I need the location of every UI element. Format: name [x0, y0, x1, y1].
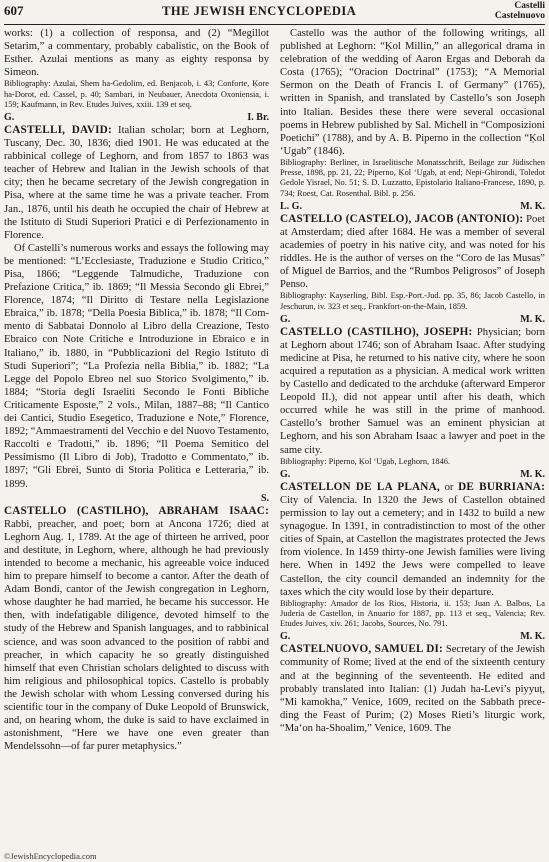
entry-headword-alt: DE BURRIANA:: [458, 480, 545, 493]
entry-castello-jacob: [280, 213, 545, 292]
entry-text: Secretary of the Jewish community of Rome; lived at the end of the sixteenth century and at the beginning of the seventeenth. He edited and probably translated into Italian: (1) Judah ha-Levi’s piyyuṭ, “Mi kamokha,” Venice, 1609, recited on the Sabbath preceding the Feast of Purim; (2) Moses Rieti’s liturgic work, “Ma‘on ha-Shoalim,” Venice, 1609. The: [280, 644, 545, 734]
entry-headword: CASTELLO (CASTILHO), ABRAHAM ISAAC:: [4, 504, 269, 517]
signature-right: I. Br.: [247, 111, 269, 123]
signature-left: G.: [280, 468, 291, 480]
abraham-bibliography: Bibliography: Berliner, in Israelitische Monatsschrift, Beilage zur Jüdischen Presse, 1898, pp. 21, 22; Piperno, Ḳol ‘Ugab, at end; Nepi-Ghirondi, Toledot Gedole Yisrael, No. 51; S. D. Luzzatto, Epistolario Italiano-Francese, 1890, p. 734; Roest, Cat. Rosenthal. Bibl. p. 256.: [280, 157, 545, 198]
entry-headword: CASTELLON DE LA PLANA,: [280, 480, 440, 493]
entry-headword: CASTELLI, DAVID:: [4, 123, 112, 136]
two-column-body: [4, 27, 545, 850]
signature-right: M. K.: [520, 468, 545, 480]
page-number: 607: [4, 3, 24, 18]
header-rule: [4, 24, 545, 25]
signature-right: M. K.: [520, 631, 545, 643]
entry-castellon-de-la-plana: [280, 481, 545, 599]
right-column: [280, 27, 545, 850]
entry-text: Physician; born at Leghorn about 1746; son of Abraham Isaac. After studying medicine at Pisa, he returned to his native city, where he soon acquired a reputation as a physician. A medical work written by Castello and dedicated to the archduke (afterward Emperor Leopold II.), did not appear until after his death, which occurred while he was still in the prime of manhood. Castello’s brother Samuel was an eminent physician at Leghorn, and his son Abraham Isaac a lawyer and poet in the same city.: [280, 326, 545, 456]
entry-text: Rabbi, preacher, and poet; born at Ancona 1726; died at Leghorn Aug. 1, 1789. At the age of thirteen he arrived, poor and destitute, in Leghorn, where, although he had previously intended to become a mechanic, his agreeable voice induced him to prepare himself to become a cantor. After the death of Adam Bondi, cantor of the Jewish congregation in Leghorn, whose daughter he had married, he became his successor. He then, with indefatigable diligence, devoted himself to the study of the Hebrew and Spanish languages, and to rabbinical science, and was soon advanced to the position of rabbi and preacher, in which capacity he so greatly distinguished himself that even Christian scholars delighted to discuss with him religious and philosophical topics. Castello is probably the Jewish scholar with whom Lessing conversed during his scientific tour in the company of Duke Leopold of Brunswick, and, on hearing whom, the duke is said to have exclaimed in astonishment, “Here we have one even greater than Mendelssohn—of far purer metaphysics.”: [4, 518, 269, 753]
entry-headword: CASTELLO (CASTELO), JACOB (ANTONIO):: [280, 212, 524, 225]
plana-signature: [280, 630, 545, 643]
signature-left: G.: [280, 631, 291, 643]
abraham-signature: [280, 200, 545, 213]
entry-text: Italian scholar; born at Leghorn, Tuscany, Dec. 30, 1836; died 1901. He was educated at the rabbinical college of Leghorn, and from 1857 to 1863 was teacher of Hebrew and Italian in the Jewish schools of that city; then he became secretary of the Jewish congregation in Pisa, where at the same time he was a private teacher. From Jan., 1876, until his death he occupied the chair of Hebrew at the Istituto di Studi Superiori Pratici e di Perfezionamento in Florence.: [4, 124, 269, 241]
journal-title: THE JEWISH ENCYCLOPEDIA: [162, 4, 357, 18]
signature-right: S.: [260, 492, 269, 504]
plana-bibliography: Bibliography: Amador de los Rios, Historia, ii. 153; Juan A. Balbos, La Juderia de Castellon, in Anuario for 1887, pp. 113 et seq., Valencia; Rev. Etudes Juives, xiv. 261; Jacobs, Sources, No. 791.: [280, 598, 545, 629]
david-signature: [4, 492, 269, 505]
joseph-signature: [280, 468, 545, 481]
signature-right: M. K.: [520, 200, 545, 212]
intro-signature: [4, 111, 269, 124]
joseph-bibliography: Bibliography: Piperno, Ḳol ‘Ugab, Leghorn, 1846.: [280, 456, 451, 466]
watermark: ©JewishEncyclopedia.com: [4, 851, 97, 861]
entry-headword: CASTELLO (CASTILHO), JOSEPH:: [280, 325, 473, 338]
running-head-bottom: Castelnuovo: [494, 10, 545, 21]
signature-left: G.: [4, 111, 15, 123]
running-head: [495, 2, 545, 21]
left-column: [4, 27, 269, 850]
signature-left: G.: [280, 313, 291, 325]
entry-connector: or: [439, 481, 459, 493]
intro-text: works: (1) a collection of responsa, and (2) “Megillot Setarim,” a commentary, probably cabalistic, on the Book of Esther. Azulai mentions as many as eighty responsa by Simeon.: [4, 28, 269, 79]
entry-headword: CASTELNUOVO, SAMUEL DI:: [280, 643, 443, 656]
jacob-signature: [280, 313, 545, 326]
page-header: [4, 2, 545, 24]
entry-castelnuovo-samuel: [280, 643, 545, 735]
entry-paragraph: Of Castelli’s numerous works and essays the following may be mentioned: “L’Ecclesiaste, Traduzione e Studio Critico,” Pisa, 1866; “Leggende Talmudiche, Traduzione con Prefazione Critica,” ib. 1869; “Il Messia Secondo gli Ebrei,” Florence, 1874; “Il Diritto di Testare nella Legislazione Ebraica,” ib. 1878; “Della Poesia Biblica,” ib. 1878; “Il Commento di Sabbatai Donnolo al Libro della Creazione, Testo Ebraico con Note Critiche e Introduzione in Ebraico e in Italiano,” ib. 1880, in “Pubblicazioni del Regio Istituto di Studi Superiori”; “La Profezia nella Biblia,” ib. 1882; “La Legge del Popolo Ebreo nel suo Storico Svolgimento,” ib. 1884; “Storia degli Israeliti Secondo le Fonti Bibliche Criticamente Esposte,” 2 vols., Milan, 1887–88; “Il Cantico dei Cantici, Studio Esegetico, Traduzione e Note,” Florence, 1892; “Ammaestramenti del Vecchio e del Nuovo Testamento, Raccolti e Tradotti,” ib. 1896; “Il Poema Semitico del Pessimismo (Il Libro di Job), Tradotto e Commentato,” ib. 1897; “Gli Ebrei, Sunto di Storia Politica e Letteraria,” ib. 1899.: [4, 242, 269, 490]
entry-text: City of Valencia. In 1320 the Jews of Castellon obtained permission to lay out a cemetery; and in 1432 to build a new synagogue. In 1391, in contradistinction to most of the other cities of Spain, at Castellon the magistrates protected the Jews from violence. In 1459 thirty-one Jewish families were living here. When in 1492 the Jews were compelled to leave Castellon, the city council demanded an indemnity for the taxes which the city would lose by their departure.: [280, 494, 545, 598]
entry-castello-joseph: [280, 326, 545, 457]
entry-paragraph: Castello was the author of the following writings, all published at Leghorn: “Ḳol Millin,” an allegorical drama in celebration of the wedding of Aaron Ergas and Deborah da Costa (1765); “Oracion Doctrinal” (1753); “A Memorial Sermon on the Death of Francis I. of Germany” (1765), written in Spanish, and translated by Castello’s son Joseph into Italian. Besides these there were several occasional poems in Hebrew published by Sal. Michell in “Composizioni Poetichi” (1788), and by A. B. Piperno in the collection “Ḳol ‘Ugab” (1846).: [280, 28, 545, 157]
entry-text: Poet at Amsterdam; died after 1684. He was a member of several academies of poetry in his native city, and was noted for his riddles. He is the author of verses on the “Coro de las Musas” of Miguel de Barrios, and the “Rumbos Peligrosos” of Joseph Penso.: [280, 213, 545, 291]
entry-castelli-david: [4, 124, 269, 242]
jacob-bibliography: Bibliography: Kayserling, Bibl. Esp.-Port.-Jud. pp. 35, 86; Jacob Castello, in Jeschurun, iv. 323 et seq., Frankfort-on-the-Main, 1859.: [280, 291, 545, 311]
running-head-top: Castelli: [514, 1, 545, 11]
entry-castello-abraham: [4, 505, 269, 754]
signature-left: L. G.: [280, 200, 302, 212]
signature-right: M. K.: [520, 313, 545, 325]
intro-bibliography: Bibliography: Azulai, Shem ha-Gedolim, ed. Benjacob, i. 43; Conforte, Ḳore ha-Dorot, ed. Cassel, p. 40; Sambari, in Neubauer, Anecdota Oxoniensia, i. 159; Kaufmann, in Rev. Etudes Juives, xxiii. 139 et seq.: [4, 79, 269, 109]
